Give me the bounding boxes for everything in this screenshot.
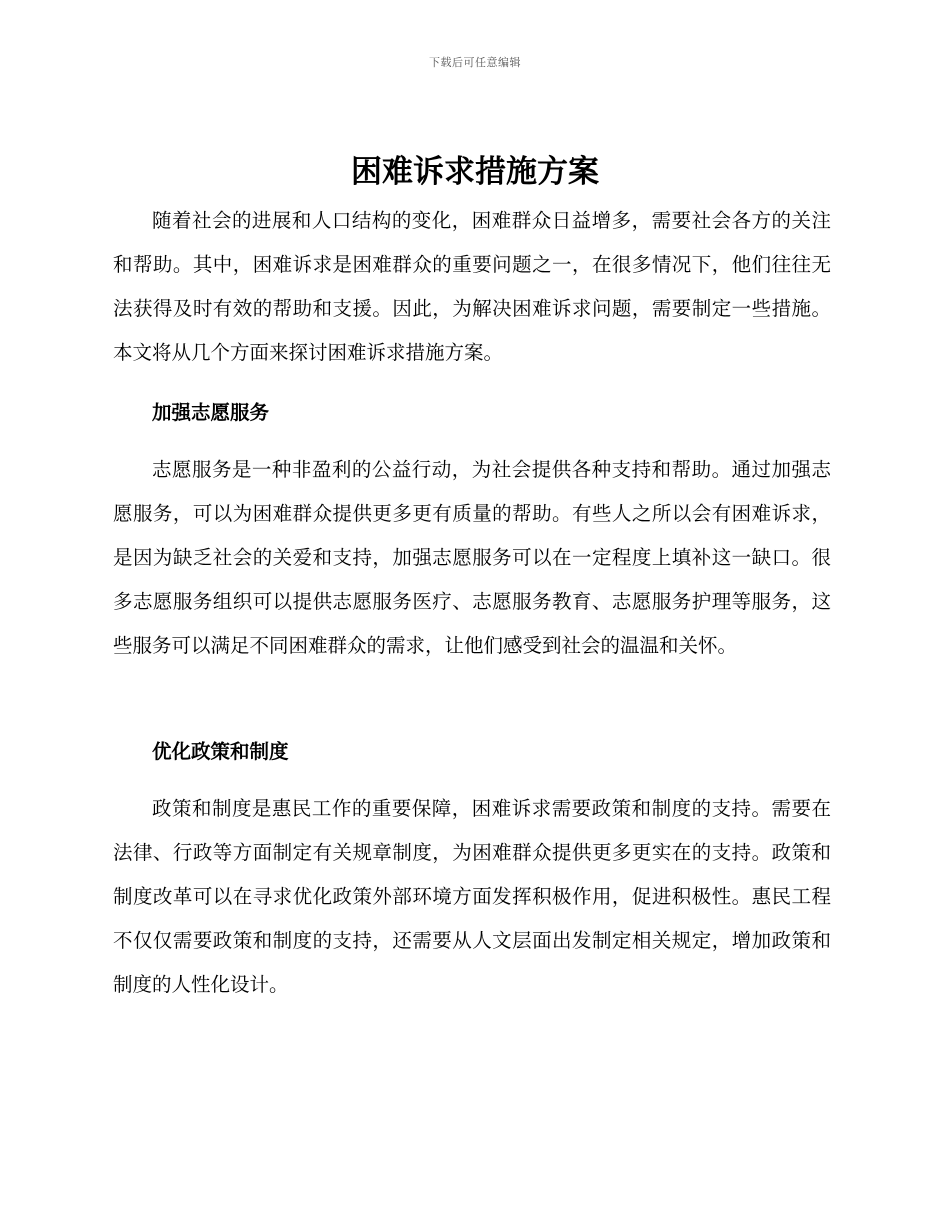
section-heading: 加强志愿服务 bbox=[152, 401, 270, 424]
section-paragraph: 志愿服务是一种非盈利的公益行动，为社会提供各种支持和帮助。通过加强志愿服务，可以为困难群众提供更多更有质量的帮助。有些人之所以会有困难诉求，是因为缺乏社会的关爱和支持，加强志愿服务可以在一定程度上填补这一缺口。很多志愿服务组织可以提供志愿服务医疗、志愿服务教育、志愿服务护理等服务，这些服务可以满足不同困难群众的需求，让他们感受到社会的温温和关怀。 bbox=[113, 458, 831, 657]
section-heading: 优化政策和制度 bbox=[152, 740, 289, 763]
section-2-header bbox=[113, 730, 831, 774]
intro-paragraph: 随着社会的进展和人口结构的变化，困难群众日益增多，需要社会各方的关注和帮助。其中，困难诉求是困难群众的重要问题之一，在很多情况下，他们往往无法获得及时有效的帮助和支援。因此，为解决困难诉求问题，需要制定一些措施。本文将从几个方面来探讨困难诉求措施方案。 bbox=[113, 209, 831, 364]
intro-section bbox=[113, 199, 831, 375]
document-title: 困难诉求措施方案 bbox=[351, 154, 599, 190]
section-2-body bbox=[113, 787, 831, 1007]
section-1-header bbox=[113, 391, 831, 435]
section-paragraph: 政策和制度是惠民工作的重要保障，困难诉求需要政策和制度的支持。需要在法律、行政等方面制定有关规章制度，为困难群众提供更多更实在的支持。政策和制度改革可以在寻求优化政策外部环境方面发挥积极作用，促进积极性。惠民工程不仅仅需要政策和制度的支持，还需要从人文层面出发制定相关规定，增加政策和制度的人性化设计。 bbox=[113, 797, 831, 996]
header-note: 下载后可任意编辑 bbox=[429, 56, 521, 69]
section-1-body bbox=[113, 448, 831, 668]
